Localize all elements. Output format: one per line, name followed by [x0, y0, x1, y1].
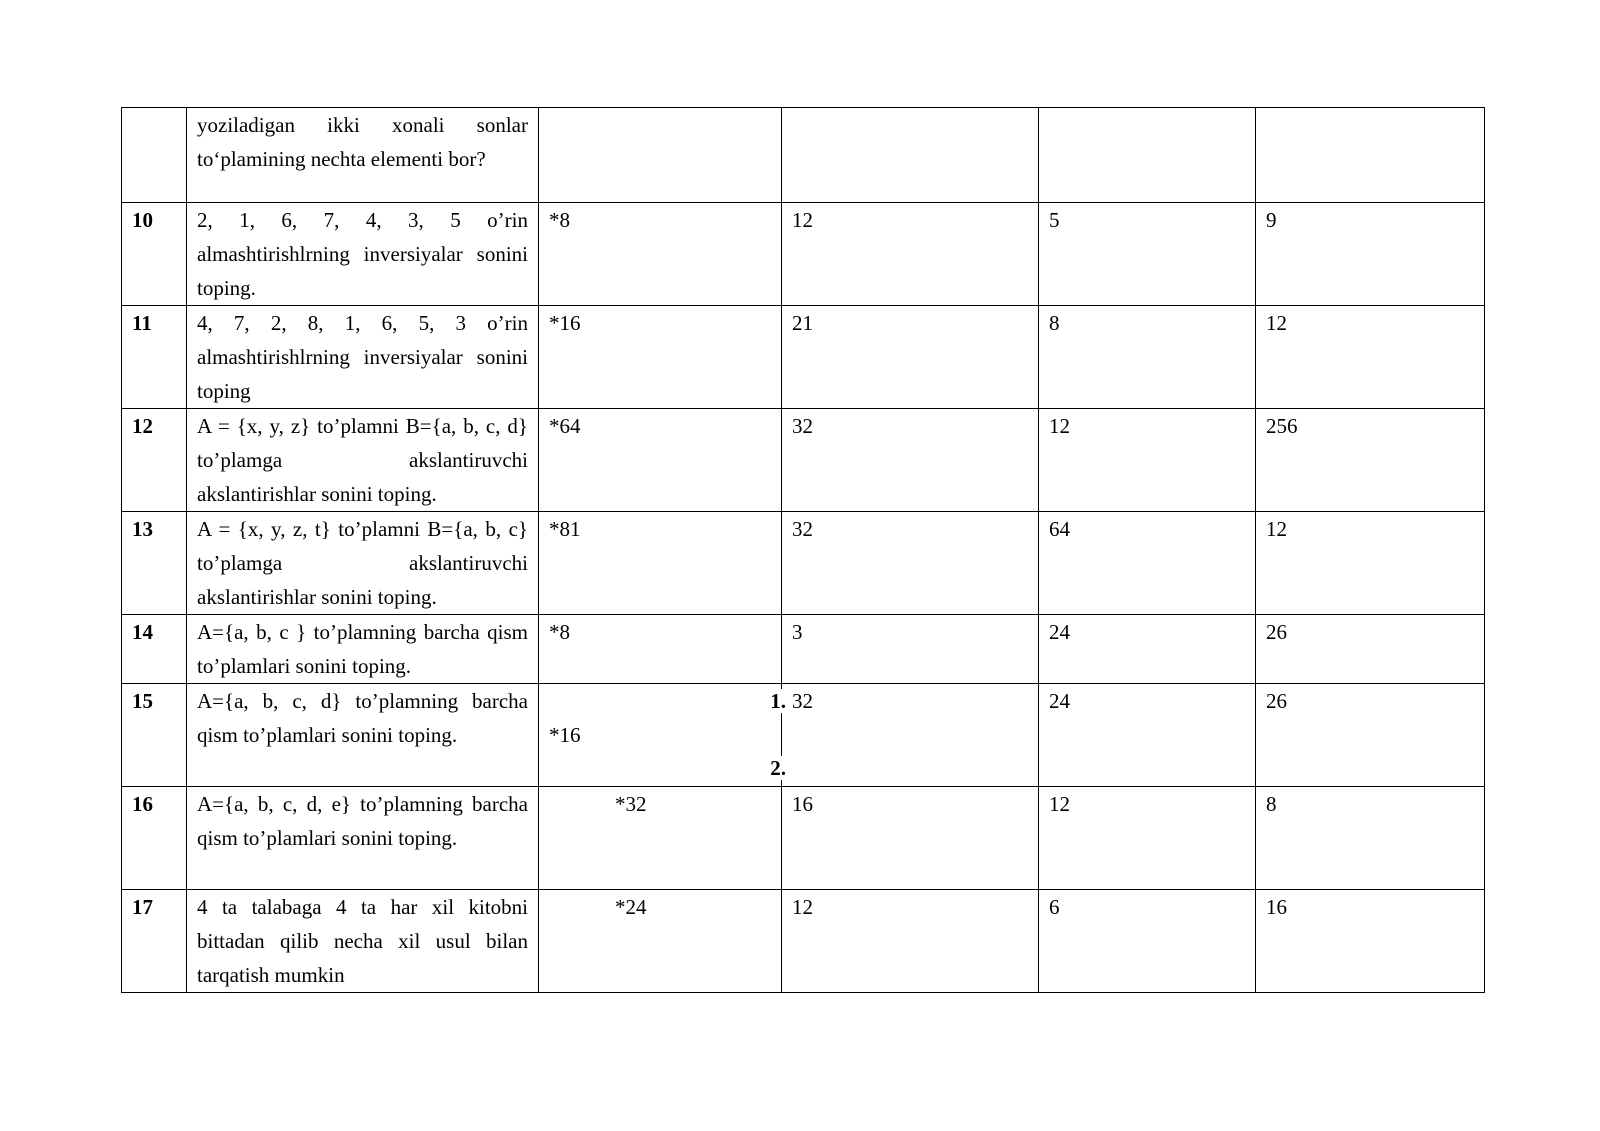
answer-option: 3 [782, 615, 1039, 684]
question-number: 12 [122, 409, 187, 512]
question-text: A={a, b, c } to’plamning barcha qism to’plamlari sonini toping. [187, 615, 539, 684]
answer-option: 26 [1256, 615, 1485, 684]
answer-option: 16 [782, 787, 1039, 890]
answer-option: 8 [1256, 787, 1485, 890]
answer-correct: *16 [549, 723, 581, 747]
answer-option: 32 [782, 409, 1039, 512]
question-table [121, 107, 1485, 993]
question-text: A={a, b, c, d} to’plamning barcha qism to’plamlari sonini toping. [187, 684, 539, 787]
table-row [122, 890, 1485, 993]
answer-correct: *8 [539, 203, 782, 306]
answer-option [782, 108, 1039, 203]
question-text: yoziladigan ikki xonali sonlar to‘plamining nechta elementi bor? [187, 108, 539, 203]
answer-option: 6 [1039, 890, 1256, 993]
answer-correct: *24 [615, 895, 647, 919]
answer-correct-cell [539, 787, 782, 890]
table-row [122, 787, 1485, 890]
question-number: 13 [122, 512, 187, 615]
question-number: 17 [122, 890, 187, 993]
answer-correct [539, 108, 782, 203]
answer-option: 26 [1256, 684, 1485, 787]
table-row [122, 306, 1485, 409]
question-text: A={a, b, c, d, e} to’plamning barcha qism to’plamlari sonini toping. [187, 787, 539, 890]
answer-correct: *32 [615, 792, 647, 816]
list-marker: 2. [770, 756, 786, 780]
answer-option: 64 [1039, 512, 1256, 615]
list-marker: 1. [770, 689, 786, 713]
answer-option: 24 [1039, 684, 1256, 787]
answer-correct-cell [539, 684, 786, 787]
question-text: 4, 7, 2, 8, 1, 6, 5, 3 o’rin almashtirishlrning inversiyalar sonini toping [187, 306, 539, 409]
answer-option: 12 [1039, 787, 1256, 890]
answer-option: 24 [1039, 615, 1256, 684]
answer-correct: *8 [539, 615, 782, 684]
answer-option: 256 [1256, 409, 1485, 512]
question-text: 4 ta talabaga 4 ta har xil kitobni bittadan qilib necha xil usul bilan tarqatish mumkin [187, 890, 539, 993]
question-number: 14 [122, 615, 187, 684]
answer-option: 12 [1256, 306, 1485, 409]
answer-option: 12 [782, 890, 1039, 993]
question-text: 2, 1, 6, 7, 4, 3, 5 o’rin almashtirishlrning inversiyalar sonini toping. [187, 203, 539, 306]
answer-option: 32 [782, 684, 1039, 787]
answer-option: 12 [1256, 512, 1485, 615]
question-number: 16 [122, 787, 187, 890]
answer-option: 8 [1039, 306, 1256, 409]
answer-correct: *64 [539, 409, 782, 512]
answer-correct: *81 [539, 512, 782, 615]
table-row [122, 684, 1485, 787]
answer-option: 5 [1039, 203, 1256, 306]
table-row [122, 409, 1485, 512]
question-text: A = {x, y, z} to’plamni B={a, b, c, d} to’plamga akslantiruvchi akslantirishlar sonini toping. [187, 409, 539, 512]
answer-option: 32 [782, 512, 1039, 615]
question-text: A = {x, y, z, t} to’plamni B={a, b, c} to’plamga akslantiruvchi akslantirishlar sonini toping. [187, 512, 539, 615]
answer-option: 21 [782, 306, 1039, 409]
question-number [122, 108, 187, 203]
table-row [122, 512, 1485, 615]
question-number: 11 [122, 306, 187, 409]
answer-option [1039, 108, 1256, 203]
question-number: 15 [122, 684, 187, 787]
answer-option: 9 [1256, 203, 1485, 306]
answer-option: 12 [782, 203, 1039, 306]
answer-option: 12 [1039, 409, 1256, 512]
answer-option [1256, 108, 1485, 203]
table-row [122, 108, 1485, 203]
table-row [122, 203, 1485, 306]
answer-option: 16 [1256, 890, 1485, 993]
table-row [122, 615, 1485, 684]
answer-correct-cell [539, 890, 782, 993]
question-number: 10 [122, 203, 187, 306]
answer-correct: *16 [539, 306, 782, 409]
